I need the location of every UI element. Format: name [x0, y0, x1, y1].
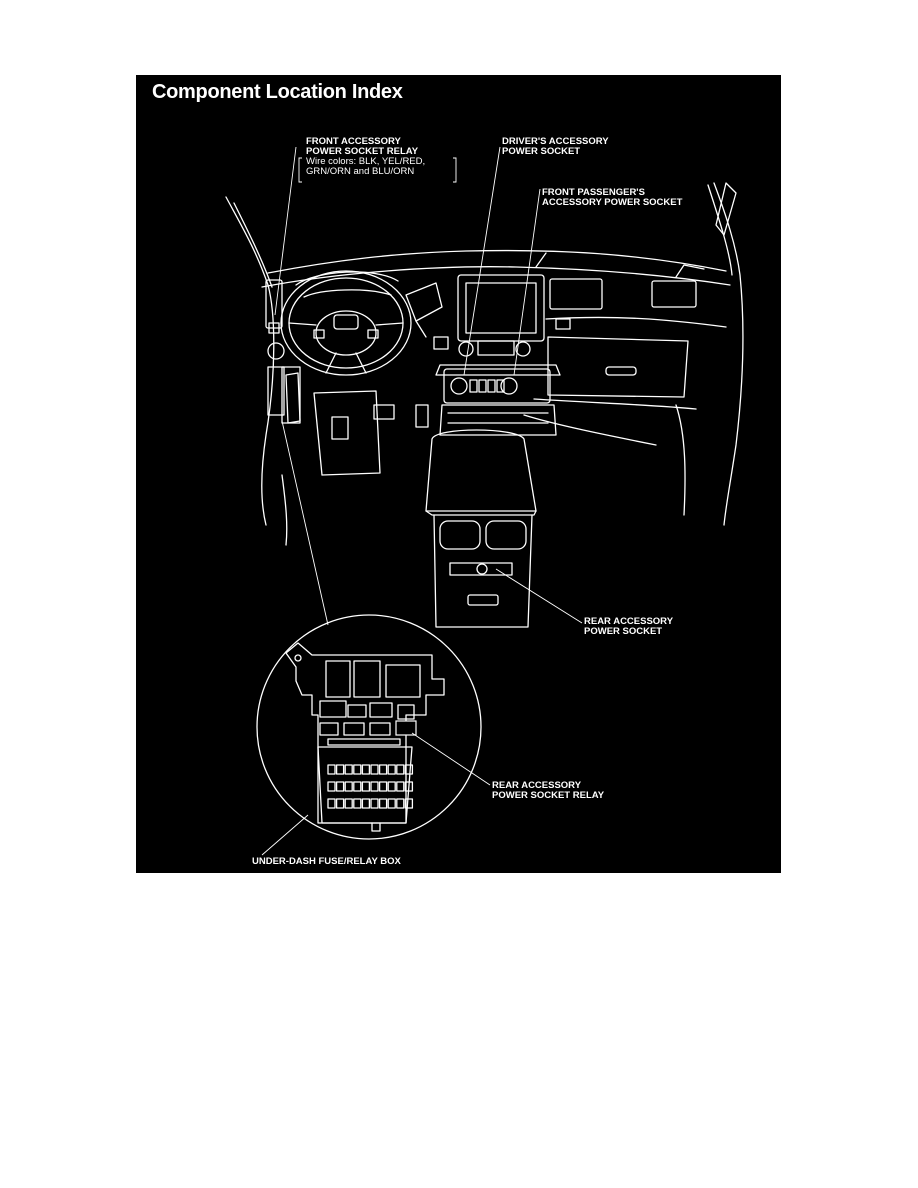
fuse-slot — [397, 765, 404, 774]
fuse-slot — [328, 799, 335, 808]
fuse-slot — [362, 799, 369, 808]
label-front-relay-line1: FRONT ACCESSORY — [306, 136, 401, 147]
label-driver-socket-line2: POWER SOCKET — [502, 146, 581, 157]
label-rear-relay — [492, 781, 604, 801]
a-pillars — [226, 183, 743, 525]
fuse-slot — [371, 799, 378, 808]
label-fuse-box — [252, 857, 401, 867]
fuse-slot — [371, 765, 378, 774]
fuse-slot — [380, 799, 387, 808]
center-stack — [434, 275, 560, 435]
label-passenger-socket — [542, 188, 682, 208]
label-wire-colors-line1: Wire colors: BLK, YEL/RED, — [306, 156, 426, 167]
dashboard-line-drawing — [136, 75, 781, 873]
fuse-rows — [328, 765, 412, 808]
leader-rear-relay — [412, 733, 490, 785]
leader-fuse-box — [262, 815, 308, 855]
center-console — [426, 405, 685, 627]
label-rear-socket — [584, 617, 673, 637]
label-rear-socket-line2: POWER SOCKET — [584, 626, 663, 637]
label-driver-socket — [502, 137, 609, 157]
fuse-slot — [354, 782, 361, 791]
component-location-figure — [136, 75, 781, 873]
label-passenger-socket-line2: ACCESSORY POWER SOCKET — [542, 197, 683, 208]
fuse-slot — [388, 782, 395, 791]
fuse-slot — [380, 765, 387, 774]
fuse-slot — [328, 782, 335, 791]
label-passenger-socket-line1: FRONT PASSENGER'S — [542, 187, 645, 198]
passenger-dash — [534, 279, 726, 409]
fuse-slot — [345, 765, 352, 774]
label-rear-relay-line1: REAR ACCESSORY — [492, 780, 582, 791]
label-fuse-box-line1: UNDER-DASH FUSE/RELAY BOX — [252, 856, 401, 867]
fuse-slot — [354, 799, 361, 808]
fuse-slot — [388, 799, 395, 808]
figure-title: Component Location Index — [152, 81, 403, 103]
label-wire-colors-line2: GRN/ORN and BLU/ORN — [306, 166, 415, 177]
fuse-box-callout-circle — [257, 615, 481, 839]
label-front-relay-line2: POWER SOCKET RELAY — [306, 146, 419, 157]
label-driver-socket-line1: DRIVER'S ACCESSORY — [502, 136, 609, 147]
fuse-slot — [388, 765, 395, 774]
fuse-slot — [362, 765, 369, 774]
leader-fuse-box-zoom — [282, 421, 328, 625]
fuse-slot — [371, 782, 378, 791]
label-rear-relay-line2: POWER SOCKET RELAY — [492, 790, 605, 801]
label-front-relay — [306, 137, 425, 177]
fuse-slot — [397, 782, 404, 791]
fuse-slot — [345, 782, 352, 791]
fuse-slot — [345, 799, 352, 808]
leader-passenger-socket — [514, 189, 540, 375]
fuse-slot — [362, 782, 369, 791]
steering-wheel — [281, 271, 411, 375]
fuse-slot — [337, 782, 344, 791]
fuse-slot — [328, 765, 335, 774]
label-rear-socket-line1: REAR ACCESSORY — [584, 616, 674, 627]
fuse-slot — [397, 799, 404, 808]
leader-rear-socket — [496, 569, 582, 623]
fuse-slot — [337, 765, 344, 774]
fuse-slot — [380, 782, 387, 791]
fuse-slot — [354, 765, 361, 774]
leader-front-relay — [275, 147, 296, 315]
fuse-slot — [337, 799, 344, 808]
